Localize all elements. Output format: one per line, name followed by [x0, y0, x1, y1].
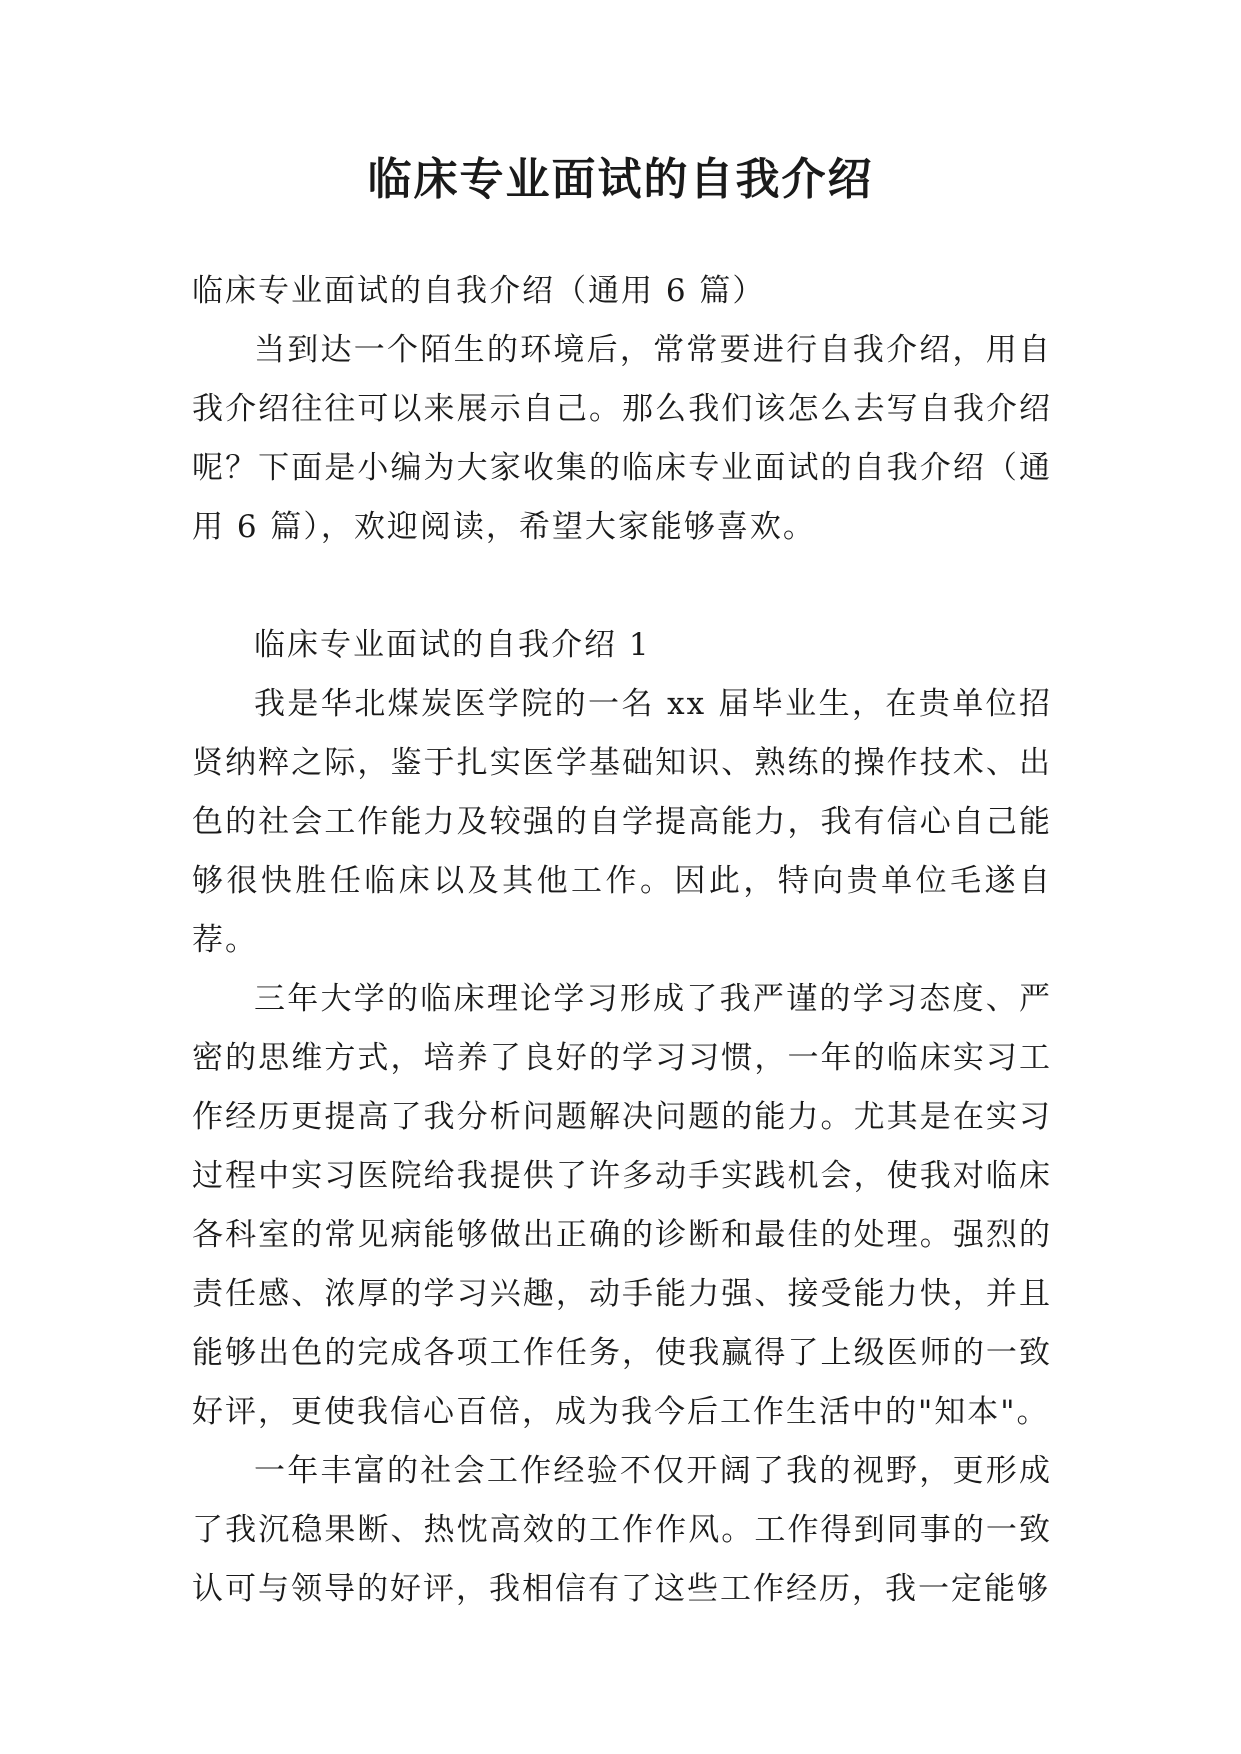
- section-heading: 临床专业面试的自我介绍 1: [254, 627, 651, 663]
- document-body: [192, 262, 1052, 1619]
- document-title: 临床专业面试的自我介绍: [367, 154, 874, 205]
- document-subtitle: 临床专业面试的自我介绍（通用 6 篇）: [192, 273, 766, 309]
- section-paragraph: 三年大学的临床理论学习形成了我严谨的学习态度、严密的思维方式，培养了良好的学习习惯，一年的临床实习工作经历更提高了我分析问题解决问题的能力。尤其是在实习过程中实习医院给我提供了许多动手实践机会，使我对临床各科室的常见病能够做出正确的诊断和最佳的处理。强烈的责任感、浓厚的学习兴趣，动手能力强、接受能力快，并且能够出色的完成各项工作任务，使我赢得了上级医师的一致好评，更使我信心百倍，成为我今后工作生活中的"知本"。: [192, 981, 1052, 1430]
- section-paragraph: 我是华北煤炭医学院的一名 xx 届毕业生，在贵单位招贤纳粹之际，鉴于扎实医学基础知识、熟练的操作技术、出色的社会工作能力及较强的自学提高能力，我有信心自己能够很快胜任临床以及其他工作。因此，特向贵单位毛遂自荐。: [192, 686, 1052, 958]
- intro-paragraph: 当到达一个陌生的环境后，常常要进行自我介绍，用自我介绍往往可以来展示自己。那么我们该怎么去写自我介绍呢？下面是小编为大家收集的临床专业面试的自我介绍（通用 6 篇），欢迎阅读，希望大家能够喜欢。: [192, 332, 1052, 545]
- section-paragraph: 一年丰富的社会工作经验不仅开阔了我的视野，更形成了我沉稳果断、热忱高效的工作作风。工作得到同事的一致认可与领导的好评，我相信有了这些工作经历，我一定能够: [192, 1453, 1052, 1607]
